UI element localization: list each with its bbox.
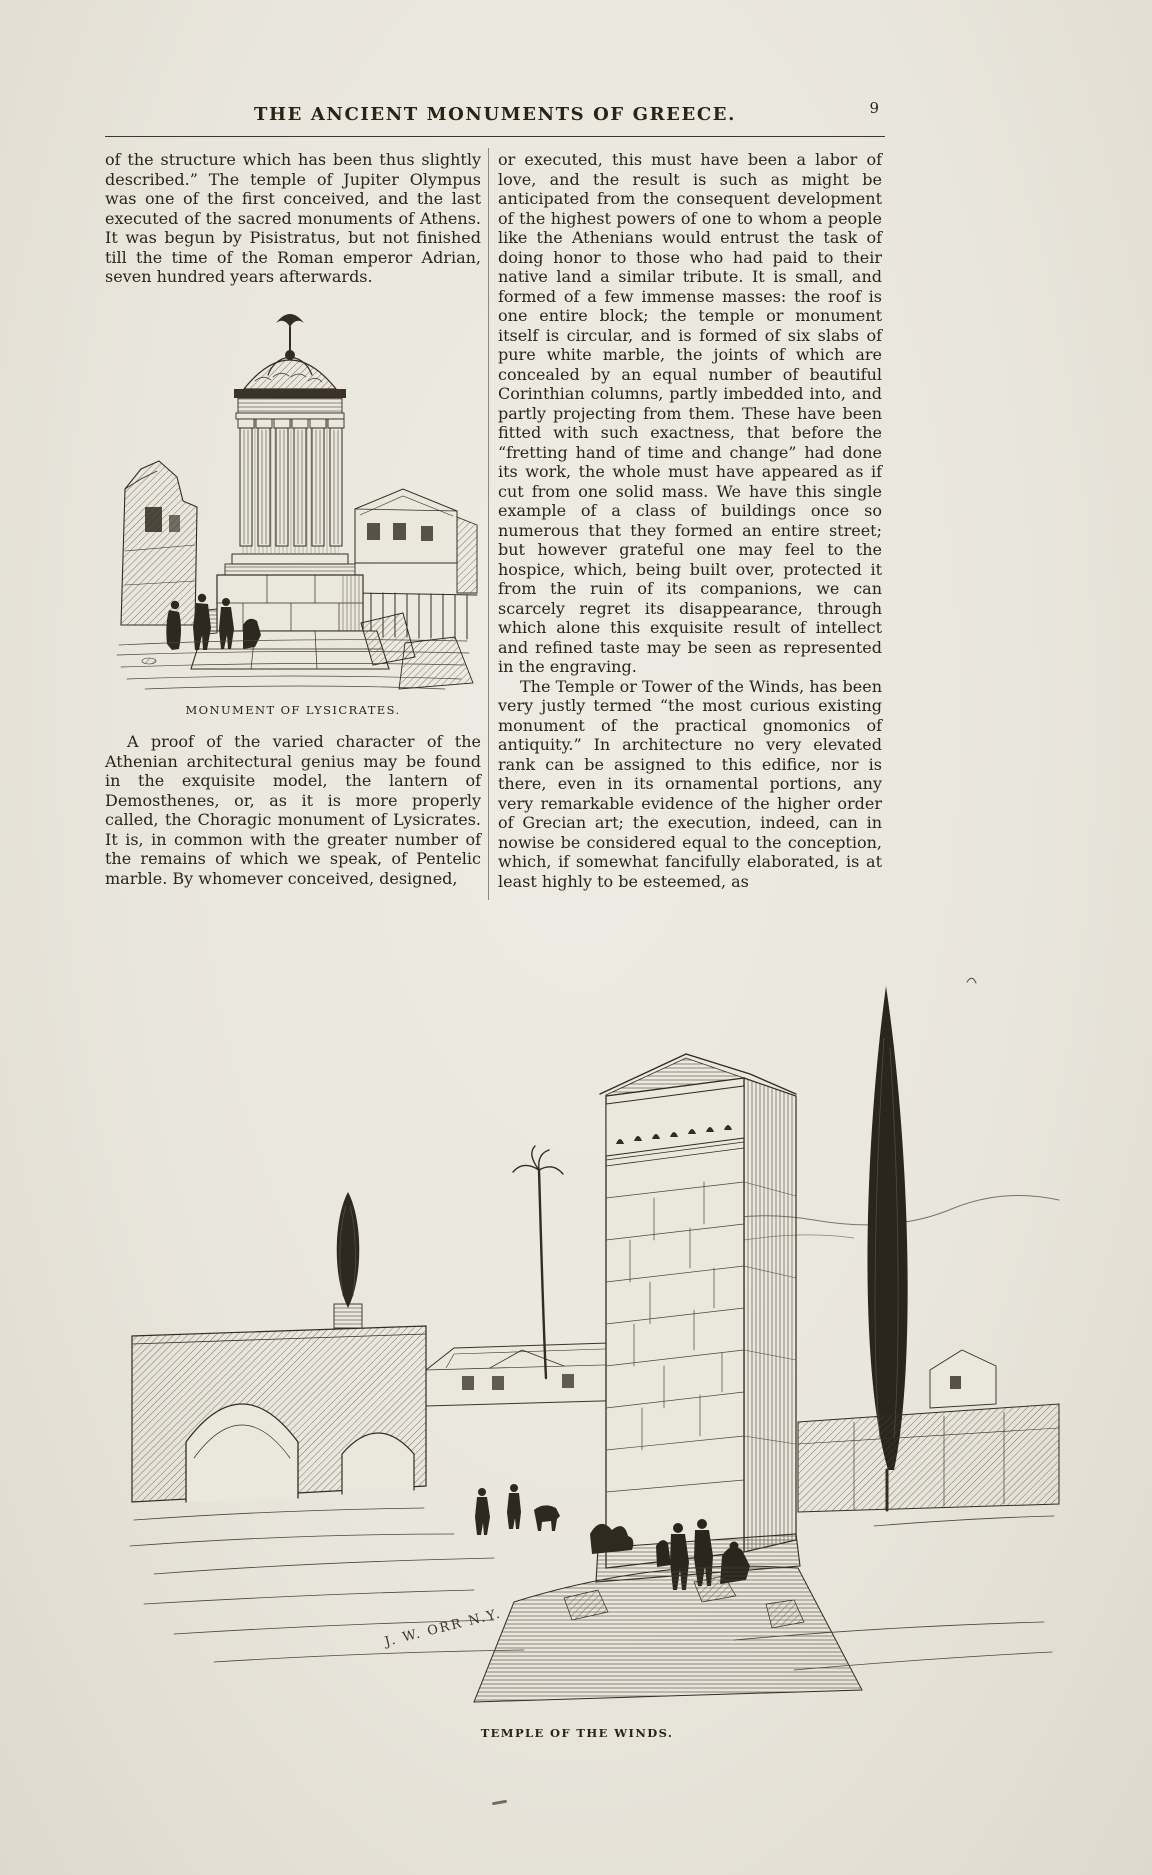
tower-of-winds: [590, 1054, 800, 1582]
temple-of-winds-engraving: [94, 898, 1060, 1710]
body-paragraph: A proof of the varied character of the Athenian architectural genius may be found in the exquisite model, the lantern of Demosthenes, or, as it is more properly called, the Choragic monument of Lysicrates. It is, in common with the greater number of the remains of which we speak, of Pentelic marble. By whomever conceived, designed,: [105, 732, 481, 888]
engraver-signature: J. W. ORR N.Y.: [383, 1606, 504, 1650]
temple-caption: TEMPLE OF THE WINDS.: [480, 1726, 674, 1740]
right-wall-ruins: [798, 1350, 1059, 1512]
column-divider: [488, 148, 489, 900]
page-title: THE ANCIENT MONUMENTS OF GREECE.: [254, 104, 736, 125]
travellers-group: [475, 1484, 560, 1535]
left-column: [105, 150, 481, 888]
palm-tree: [513, 1146, 563, 1378]
page-header: [105, 99, 885, 125]
ruined-wall-left: [121, 461, 197, 625]
page-number: 9: [869, 99, 879, 117]
pack-animal: [534, 1505, 560, 1531]
body-paragraph: of the structure which has been thus slightly described.” The temple of Jupiter Olympus was one of the first conceived, and the last executed of the sacred monuments of Athens. It was begun by Pisistratus, but not finished till the time of the Roman emperor Adrian, seven hundred years afterwards.: [105, 150, 481, 286]
body-paragraph: The Temple or Tower of the Winds, has been very justly termed “the most curious existing monument of the practical gnomonics of antiquity.” In architecture no very elevated rank can be assigned to this edifice, nor is there, even in its ornamental portions, any very remarkable evidence of the higher order of Grecian art; the execution, indeed, can in nowise be considered equal to the conception, which, if somewhat fancifully elaborated, is at least highly to be esteemed, as: [498, 676, 882, 891]
lysicrates-engraving: [105, 293, 481, 695]
lysicrates-caption: MONUMENT OF LYSICRATES.: [185, 702, 401, 717]
lysicrates-figure: [105, 293, 481, 721]
header-rule: [105, 136, 885, 137]
houses-right: [355, 489, 477, 639]
bridge-ruin: [132, 1192, 426, 1502]
ink-mark: [492, 1800, 507, 1806]
right-column: [498, 150, 882, 891]
body-paragraph: or executed, this must have been a labor of love, and the result is such as might be anticipated from the consequent development of the highest powers of one to whom a people like the Athenians would entrust the task of doing honor to those who had paid to their native land a similar tribute. It is small, and formed of a few immense masses: the roof is one entire block; the temple or monument itself is circular, and is formed of six slabs of pure white marble, the joints of which are concealed by an equal number of beautiful Corinthian columns, partly imbedded into, and partly projecting from them. These have been fitted with such exactness, that before the “fretting hand of time and change” had done its work, the whole must have appeared as if cut from one solid mass. We have this single example of a class of buildings once so numerous that they formed an entire street; but however grateful one may feel to the hospice, which, being built over, protected it from the ruin of its companions, we can scarcely regret its disappearance, through which alone this exquisite result of intellect and refined taste may be seen as represented in the engraving.: [498, 150, 882, 676]
temple-of-winds-figure: [94, 898, 1060, 1740]
bird-mark: [967, 978, 976, 983]
